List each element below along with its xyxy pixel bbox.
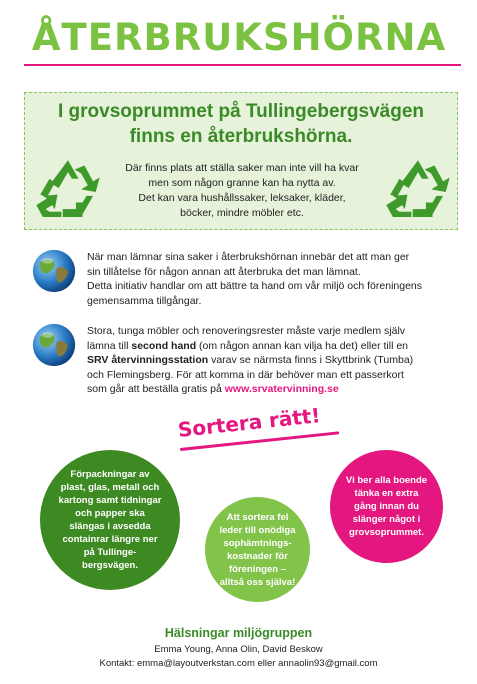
intro-body bbox=[115, 161, 369, 221]
signature-names: Emma Young, Anna Olin, David Beskow bbox=[154, 644, 323, 655]
think-twice-circle bbox=[330, 450, 443, 563]
page-title: ÅTERBRUKSHÖRNA bbox=[31, 16, 447, 59]
intro-heading bbox=[25, 99, 457, 149]
packaging-info-circle bbox=[40, 450, 180, 590]
intro-body-line: men som någon granne kan ha nytta av. bbox=[148, 177, 336, 189]
title-divider bbox=[24, 64, 461, 66]
sort-heading: Sortera rätt! bbox=[176, 403, 322, 442]
packaging-info-text: Förpackningar av plast, glas, metall och kartong samt tidningar och papper ska slängas i avsedda containrar längre ner på Tullinge-bergsvägen. bbox=[58, 469, 162, 571]
intro-heading-line1: I grovsoprummet på Tullingebergsvägen bbox=[58, 101, 424, 122]
intro-body-line: Där finns plats att ställa saker man inte vill ha kvar bbox=[125, 162, 359, 174]
paragraph-line: sin tillåtelse för någon annan att återbruka det man lämnat. bbox=[87, 265, 361, 278]
intro-heading-line2: finns en återbrukshörna. bbox=[129, 126, 353, 147]
sorting-cost-circle bbox=[205, 497, 310, 602]
paragraph-line: gemensamma tillgångar. bbox=[87, 294, 202, 307]
srv-station-emphasis: SRV återvinningsstation bbox=[87, 354, 209, 366]
paragraph-reuse-permission bbox=[87, 250, 459, 308]
signature: Hälsningar miljögruppen bbox=[164, 626, 313, 640]
paragraph-text: (om någon annan kan vilja ha det) eller till en bbox=[196, 339, 409, 352]
paragraph-line: Detta initiativ handlar om att bättre ta hand om vår miljö och föreningens bbox=[87, 280, 423, 292]
think-twice-text: Vi ber alla boende tänka en extra gång innan du slänger något i grovsoprummet. bbox=[345, 475, 428, 538]
globe-icon bbox=[31, 248, 77, 294]
sorting-cost-text: Att sortera fel leder till onödiga sophämtnings-kostnader för föreningen – alltså oss själva! bbox=[219, 511, 296, 588]
paragraph-line: När man lämnar sina saker i återbrukshörnan innebär det att man ger bbox=[87, 251, 410, 263]
recycle-icon bbox=[35, 155, 101, 221]
intro-body-line: böcker, mindre möbler etc. bbox=[180, 207, 304, 219]
paragraph-text: och Flemingsberg. För att komma in där behöver man ett passerkort bbox=[87, 368, 404, 381]
paragraph-text: som går att beställa gratis på bbox=[87, 383, 225, 395]
globe-icon bbox=[31, 322, 77, 368]
paragraph-large-items bbox=[87, 324, 459, 397]
recycle-icon bbox=[385, 155, 451, 221]
intro-body-line: Det kan vara hushållssaker, leksaker, kläder, bbox=[138, 192, 346, 204]
paragraph-text: lämna till bbox=[87, 339, 132, 352]
paragraph-text: varav se närmsta finns i Skyttbrink (Tumba) bbox=[208, 354, 414, 366]
contact-info: Kontakt: emma@layoutverkstan.com eller annaolin93@gmail.com bbox=[99, 658, 378, 669]
second-hand-emphasis: second hand bbox=[131, 339, 197, 352]
paragraph-text: Stora, tunga möbler och renoveringsrester måste varje medlem själv bbox=[87, 325, 406, 337]
intro-box bbox=[24, 92, 458, 230]
srv-website-link[interactable]: www.srvatervinning.se bbox=[224, 383, 339, 395]
